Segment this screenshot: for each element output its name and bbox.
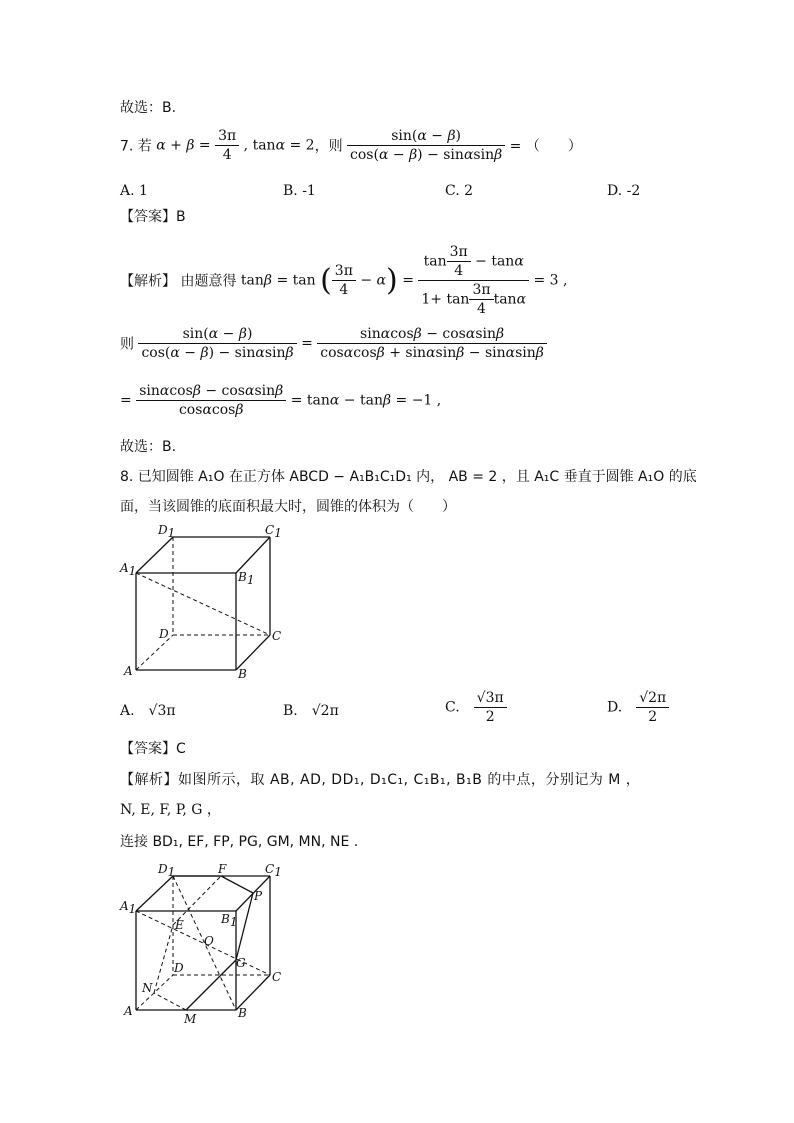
label-g: G [236, 956, 246, 970]
cube-figure-2 [118, 855, 298, 1025]
q7-analysis-line1: 【解析】 由题意得 tanβ = tan ( $\frac{3\pi}{4}$ − α) = tan $\frac{3\pi}{4}$ − tanα 1+ tan $\frac{3\pi}{4}$ tanα = 3 , [120, 244, 568, 318]
q7-answer: 【答案】B [120, 209, 186, 225]
q7-analysis-line3: = $\frac{\sin\alpha\cos\beta - \cos\alpha\sin\beta}{\cos\alpha\cos\beta}$ = tanα − tanβ = −1 , [120, 383, 442, 419]
segment-mn [154, 993, 186, 1010]
label-b: B [238, 1006, 247, 1020]
q8-option-a: A. √3π [120, 703, 176, 719]
q8-stem-line1: 8. 已知圆锥 A₁O 在正方体 ABCD − A₁B₁C₁D₁ 内， AB = 2 ，且 A₁C 垂直于圆锥 A₁O 的底 [120, 469, 697, 485]
label-n: N [142, 981, 153, 995]
label-d: D [159, 627, 169, 641]
label-b1: B1 [221, 912, 238, 929]
label-c1: C1 [265, 523, 282, 540]
label-c1: C1 [265, 862, 282, 879]
edge-b1c1 [236, 537, 270, 573]
label-a1: A1 [120, 561, 137, 578]
q7-option-c: C. 2 [445, 183, 474, 199]
q7-stem: 7. 若 α + β = $\frac{3\pi}{4}$ , tanα = 2，则 $\frac{\sin(\alpha - \beta)}{\cos(\alpha - \beta) - \sin\alpha\sin\beta}$ = （ ） [120, 128, 582, 164]
label-a: A [124, 664, 133, 678]
segment-gm [186, 960, 236, 1010]
q8-analysis-line1: 【解析】如图所示，取 AB, AD, DD₁, D₁C₁, C₁B₁, B₁B 的中点，分别记为 M ， [120, 772, 641, 788]
label-p: P [254, 889, 263, 903]
q7-option-a: A. 1 [120, 183, 148, 199]
edge-a1d1 [136, 537, 173, 573]
label-o: O [204, 934, 214, 948]
label-d1: D1 [158, 523, 176, 540]
label-b: B [238, 667, 247, 681]
q8-analysis-line3: 连接 BD₁, EF, FP, PG, GM, MN, NE . [120, 834, 359, 850]
q7-option-b: B. -1 [283, 183, 316, 199]
q8-option-c: C. $\frac{√3\pi}{2}$ [445, 690, 507, 725]
segment-fp [221, 876, 253, 893]
label-e: E [175, 918, 184, 932]
q7-option-d: D. -2 [607, 183, 641, 199]
segment-ne [154, 925, 173, 993]
label-b1: B1 [238, 570, 255, 587]
edge-bc [236, 635, 270, 670]
label-f: F [218, 862, 227, 876]
q8-analysis-line2: N, E, F, P, G ， [120, 802, 221, 818]
label-c: C [272, 970, 282, 984]
q7-conclusion: 故选：B. [120, 439, 177, 455]
label-c: C [272, 629, 282, 643]
label-m: M [184, 1012, 197, 1025]
q7-analysis-line2: 则 $\frac{\sin(\alpha - \beta)}{\cos(\alpha - \beta) - \sin\alpha\sin\beta}$ = $\frac{\sin\alpha\cos\beta - \cos\alpha\sin\beta}{\cos\alpha\cos\beta + \sin\alpha\sin\beta - \sin\alpha\sin\beta}$ [120, 326, 547, 366]
label-d1: D1 [158, 862, 176, 879]
q8-stem-line2: 面，当该圆锥的底面积最大时，圆锥的体积为（ ） [120, 499, 456, 515]
q8-option-b: B. √2π [283, 703, 339, 719]
q8-answer: 【答案】C [120, 741, 186, 757]
analysis-label: 【解析】 [120, 273, 176, 290]
q8-option-d: D. $\frac{√2\pi}{2}$ [607, 690, 669, 725]
prev-conclusion: 故选：B. [120, 100, 177, 116]
cube-figure-1 [118, 518, 298, 683]
label-a: A [124, 1004, 133, 1018]
label-a1: A1 [120, 899, 137, 916]
label-d: D [174, 961, 184, 975]
